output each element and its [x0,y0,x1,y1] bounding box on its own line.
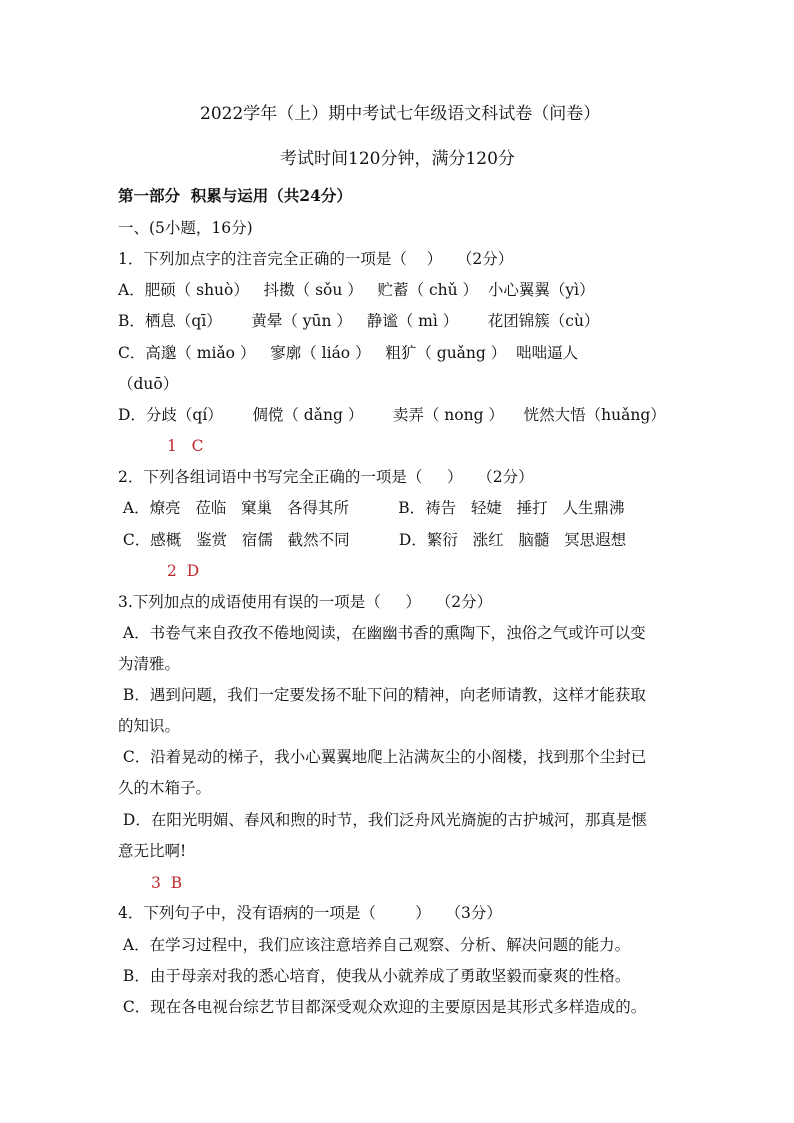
question-1-option-d: D．分歧（qí） 倜傥（ dǎng ） 卖弄（ nong ） 恍然大悟（huǎng） [118,406,666,424]
part-heading: 一、(5小题，16分) [118,219,253,237]
question-3-option-a: A．书卷气来自孜孜不倦地阅读，在幽幽书香的熏陶下，浊俗之气或许可以变 [118,624,646,642]
question-3-option-c: C．沿着晃动的梯子，我小心翼翼地爬上沾满灰尘的小阁楼，找到那个尘封已 [118,748,647,766]
question-1-answer: 1 C [167,437,204,455]
question-4-option-a: A．在学习过程中，我们应该注意培养自己观察、分析、解决问题的能力。 [118,936,631,954]
question-3-answer: 3 B [151,874,183,892]
question-1-stem: 1．下列加点字的注音完全正确的一项是（ ） （2分） [118,250,514,268]
question-4-option-b: B．由于母亲对我的悉心培育，使我从小就养成了勇敢坚毅而豪爽的性格。 [118,967,631,985]
question-1-option-a: A．肥硕（ shuò） 抖擞（ sǒu ） 贮蓄（ chǔ ） 小心翼翼（yì） [118,281,595,299]
question-1-option-c: C．高邈（ miǎo ） 寥廓（ liáo ） 粗犷（ guǎng ） 咄咄逼人 [118,344,579,362]
question-1-option-c-cont: （duō） [118,375,179,393]
page-title: 2022学年（上）期中考试七年级语文科试卷（问卷） [200,104,601,124]
question-3-option-d: D．在阳光明媚、春风和煦的时节，我们泛舟风光旖旎的古护城河，那真是惬 [118,811,647,829]
page-subtitle: 考试时间120分钟，满分120分 [280,149,515,169]
section-heading: 第一部分 积累与运用（共24分） [118,186,352,205]
question-4-option-c: C．现在各电视台综艺节目都深受观众欢迎的主要原因是其形式多样造成的。 [118,998,647,1016]
question-2-stem: 2．下列各组词语中书写完全正确的一项是（ ） （2分） [118,468,534,486]
question-2-options-row-2: C．感概 鉴赏 宿儒 截然不同 D．繁衍 涨红 脑髓 冥思遐想 [118,531,627,549]
question-3-option-c-cont: 久的木箱子。 [118,779,212,797]
question-4-stem: 4．下列句子中，没有语病的一项是（ ） （3分） [118,904,502,922]
question-3-stem: 3.下列加点的成语使用有误的一项是（ ） （2分） [118,593,493,611]
question-3-option-b: B．遇到问题，我们一定要发扬不耻下问的精神，向老师请教，这样才能获取 [118,686,646,704]
question-1-option-b: B．栖息（qī） 黄晕（ yūn ） 静谧（ mì ） 花团锦簇（cù） [118,312,600,330]
question-2-answer: 2 D [167,562,200,580]
question-3-option-d-cont: 意无比啊! [118,842,187,860]
question-3-option-b-cont: 的知识。 [118,717,181,735]
question-3-option-a-cont: 为清雅。 [118,655,181,673]
question-2-options-row-1: A．燎亮 莅临 窠巢 各得其所 B．祷告 轻婕 捶打 人生鼎沸 [118,499,625,517]
